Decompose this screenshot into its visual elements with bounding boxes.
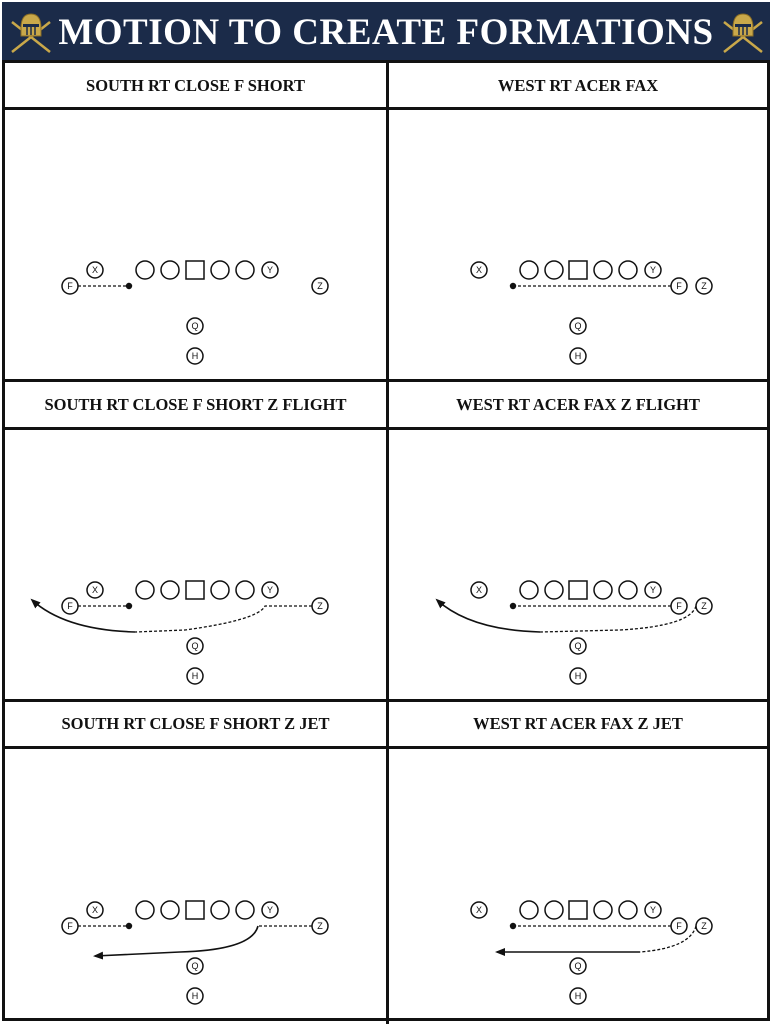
receiver-f-label: F [67, 921, 73, 932]
halfback-h-label: H [574, 991, 582, 1002]
z-jet-motion [640, 926, 696, 952]
receiver-f-label: F [676, 601, 682, 612]
halfback-h-label: H [191, 671, 199, 682]
page-title: MOTION TO CREATE FORMATIONS [58, 12, 714, 53]
receiver-y-label: Y [266, 905, 274, 916]
center-square [569, 581, 587, 599]
lineman [236, 901, 254, 919]
lineman [520, 261, 538, 279]
formation-title-south-rt-close-f-short: SOUTH RT CLOSE F SHORT [86, 75, 305, 95]
receiver-z-label: Z [317, 281, 323, 292]
lineman [236, 581, 254, 599]
quarterback-q-label: Q [574, 961, 582, 972]
receiver-z-label: Z [317, 921, 323, 932]
receiver-z-label: Z [317, 601, 323, 612]
center-square [186, 261, 204, 279]
receiver-y-label: Y [266, 265, 274, 276]
lineman [211, 901, 229, 919]
motion-end-dot [510, 283, 516, 289]
lineman [136, 901, 154, 919]
lineman [161, 581, 179, 599]
receiver-f-label: F [67, 281, 73, 292]
quarterback-q-label: Q [191, 321, 199, 332]
lineman [236, 261, 254, 279]
lineman [136, 581, 154, 599]
lineman [619, 581, 637, 599]
quarterback-q-label: Q [574, 321, 582, 332]
receiver-y-label: Y [266, 585, 274, 596]
lineman [136, 261, 154, 279]
lineman [161, 261, 179, 279]
quarterback-q-label: Q [191, 961, 199, 972]
motion-end-dot [126, 923, 132, 929]
lineman [594, 581, 612, 599]
receiver-z-label: Z [701, 601, 707, 612]
receiver-x-label: X [91, 905, 99, 916]
receiver-f-label: F [676, 921, 682, 932]
lineman [545, 261, 563, 279]
halfback-h-label: H [574, 351, 582, 362]
receiver-x-label: X [91, 585, 99, 596]
receiver-z-label: Z [701, 281, 707, 292]
lineman [520, 581, 538, 599]
receiver-y-label: Y [649, 585, 657, 596]
motion-end-dot [126, 283, 132, 289]
receiver-x-label: X [475, 905, 483, 916]
lineman [619, 901, 637, 919]
formation-title-west-rt-acer-fax-z-flight: WEST RT ACER FAX Z FLIGHT [456, 394, 700, 414]
receiver-y-label: Y [649, 905, 657, 916]
lineman [545, 901, 563, 919]
lineman [594, 901, 612, 919]
receiver-x-label: X [91, 265, 99, 276]
center-square [569, 261, 587, 279]
center-square [186, 581, 204, 599]
z-jet-arrow [95, 926, 258, 956]
center-square [186, 901, 204, 919]
motion-end-dot [510, 603, 516, 609]
lineman [211, 581, 229, 599]
receiver-x-label: X [475, 265, 483, 276]
halfback-h-label: H [191, 991, 199, 1002]
formation-title-west-rt-acer-fax-z-jet: WEST RT ACER FAX Z JET [473, 713, 683, 733]
quarterback-q-label: Q [191, 641, 199, 652]
quarterback-q-label: Q [574, 641, 582, 652]
z-flight-motion [135, 606, 312, 632]
lineman [520, 901, 538, 919]
formation-title-south-rt-close-f-short-z-jet: SOUTH RT CLOSE F SHORT Z JET [61, 713, 330, 733]
lineman [211, 261, 229, 279]
receiver-f-label: F [676, 281, 682, 292]
center-square [569, 901, 587, 919]
receiver-y-label: Y [649, 265, 657, 276]
z-flight-arrow [437, 600, 540, 632]
lineman [161, 901, 179, 919]
receiver-x-label: X [475, 585, 483, 596]
formation-title-west-rt-acer-fax: WEST RT ACER FAX [497, 75, 659, 95]
motion-end-dot [126, 603, 132, 609]
lineman [545, 581, 563, 599]
receiver-f-label: F [67, 601, 73, 612]
lineman [619, 261, 637, 279]
halfback-h-label: H [574, 671, 582, 682]
receiver-z-label: Z [701, 921, 707, 932]
formation-title-south-rt-close-f-short-z-flight: SOUTH RT CLOSE F SHORT Z FLIGHT [44, 394, 347, 414]
halfback-h-label: H [191, 351, 199, 362]
lineman [594, 261, 612, 279]
z-flight-arrow [32, 600, 135, 632]
motion-end-dot [510, 923, 516, 929]
